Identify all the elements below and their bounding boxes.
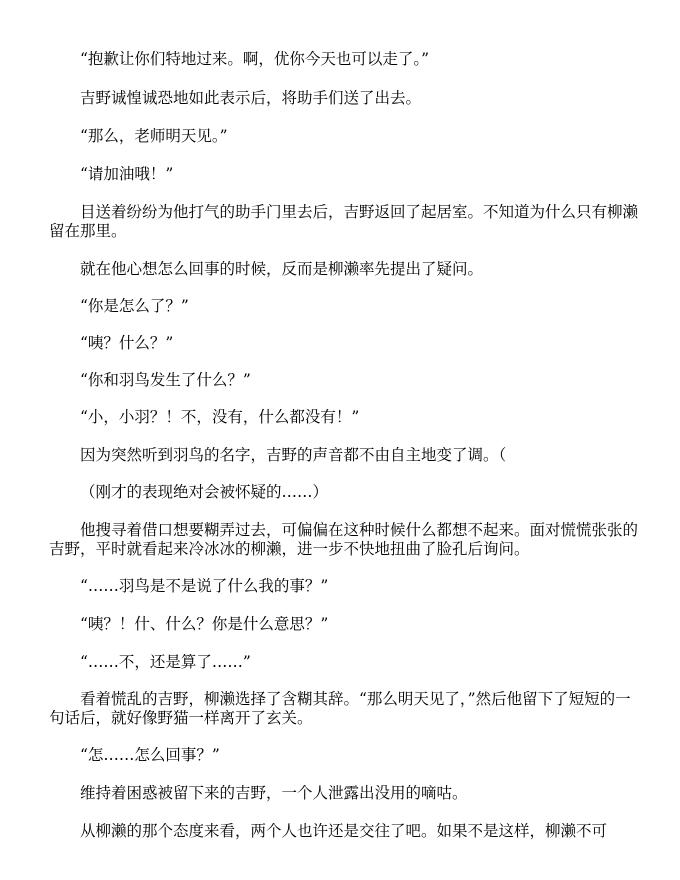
paragraph-huh: “咦？什么？” — [80, 334, 174, 352]
paragraph-did-he-say: “……羽鸟是不是说了什么我的事？” — [80, 577, 329, 595]
paragraph-how-come: “怎……怎么回事？” — [80, 746, 220, 764]
paragraph-never-mind: “……不，还是算了……” — [80, 653, 251, 671]
paragraph-denial: “小，小羽？！不，没有，什么都没有！” — [80, 408, 360, 426]
paragraph-leaves: 看着慌乱的吉野，柳濑选择了含糊其辞。“那么明天见了，”然后他留下了短短的一句话后，就好像野猫一样离开了玄关。 — [49, 690, 631, 727]
paragraph-excuse: 他搜寻着借口想要糊弄过去，可偏偏在这种时候什么都想不起来。面对慌慌张张的吉野，平时就看起来冷冰冰的柳濑，进一步不快地扭曲了脸孔后询问。 — [49, 521, 639, 558]
paragraph-apology: “抱歉让你们特地过来。啊，优你今天也可以走了。” — [80, 50, 430, 68]
paragraph-attitude: 从柳濑的那个态度来看，两个人也许还是交往了吧。如果不是这样，柳濑不可 — [80, 822, 608, 840]
paragraph-send-off: 吉野诚惶诚恐地如此表示后，将助手们送了出去。 — [80, 89, 422, 107]
paragraph-whats-wrong: “你是怎么了？” — [80, 297, 189, 315]
paragraph-voice-change: 因为突然听到羽鸟的名字，吉野的声音都不由自主地变了调。（ — [80, 446, 507, 464]
paragraph-what-happened: “你和羽鸟发生了什么？” — [80, 371, 251, 389]
paragraph-mutter: 维持着困惑被留下来的吉野，一个人泄露出没用的嘀咕。 — [80, 784, 468, 802]
paragraph-what-mean: “咦？！什、什么？你是什么意思？” — [80, 615, 329, 633]
paragraph-question: 就在他心想怎么回事的时候，反而是柳濑率先提出了疑问。 — [80, 260, 484, 278]
paragraph-see-you: “那么，老师明天见。” — [80, 127, 228, 145]
paragraph-suspicion: （刚才的表现绝对会被怀疑的……） — [80, 483, 329, 501]
paragraph-cheer: “请加油哦！” — [80, 165, 174, 183]
paragraph-return-room: 目送着纷纷为他打气的助手门里去后，吉野返回了起居室。不知道为什么只有柳濑留在那里。 — [49, 203, 639, 240]
